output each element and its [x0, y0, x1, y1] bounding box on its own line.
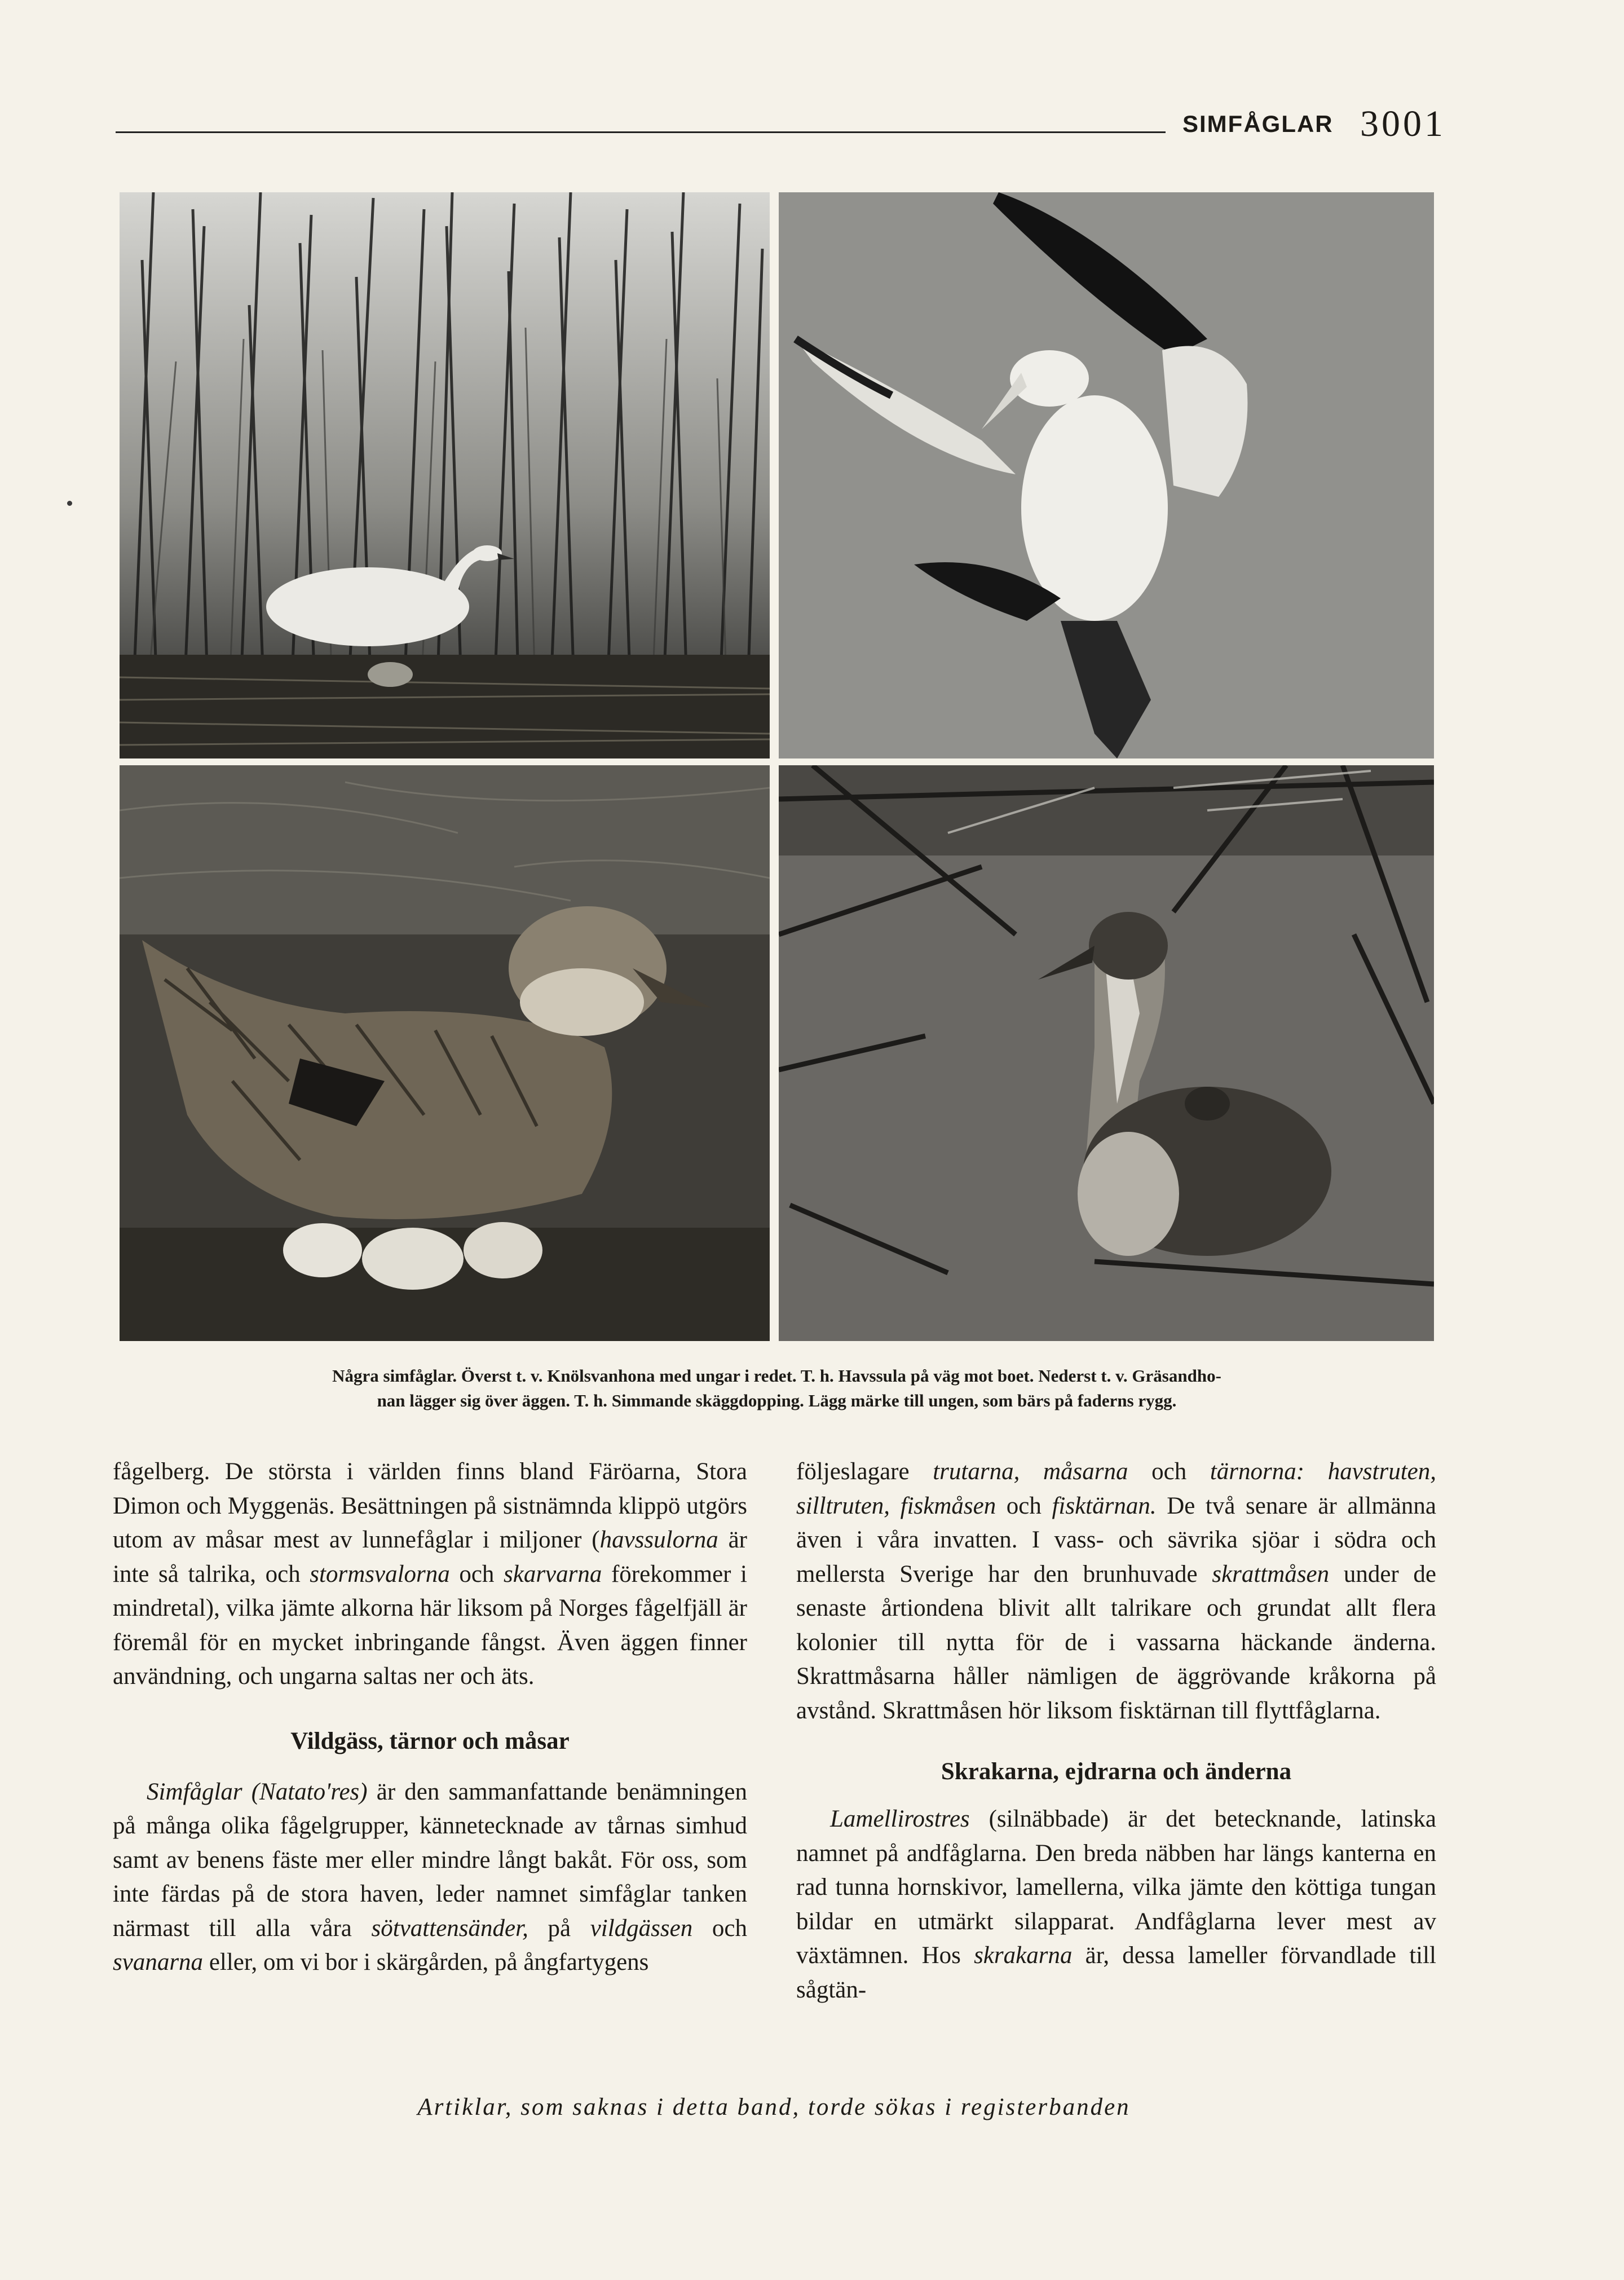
text-run: är den sammanfattande benämningen på många olika fågelgrupper, kännetecknade av tårnas simhud samt av benens fäste mer eller mindre långt bakåt. För oss, som inte färdas på de stora haven, leder namnet simfåglar tanken närmast till alla våra	[113, 1778, 747, 1942]
italic-run: svanarna	[113, 1949, 204, 1975]
gannet-image	[779, 192, 1434, 758]
text-run: och	[692, 1915, 747, 1942]
italic-run: skrakarna	[974, 1942, 1073, 1969]
text-run: och	[996, 1492, 1052, 1519]
italic-run: fisktärnan.	[1052, 1492, 1157, 1519]
text-run: på	[528, 1915, 590, 1942]
right-column	[796, 1455, 1436, 2007]
text-run: är, dessa lameller förvandlade till sågtän-	[796, 1942, 1436, 2003]
photo-great-crested-grebe	[779, 765, 1434, 1341]
italic-run: skrattmåsen	[1212, 1560, 1330, 1587]
print-speck	[67, 501, 72, 506]
photo-gannet-flight	[779, 192, 1434, 758]
text-run: (silnäbbade) är det betecknande, latinska namnet på andfåglarna. Den breda näbben har längs kanterna en rad tunna hornskivor, lamellerna, vilka jämte den köttiga tungan bildar en utmärkt silapparat. Andfåglarna lever mest av växtämnen. Hos	[796, 1806, 1436, 1969]
italic-run: sötvattensänder,	[371, 1915, 528, 1942]
text-run: fågelberg. De största i världen finns bland Färöarna, Stora Dimon och Myggenäs. Besättningen på sistnämnda klippö utgörs utom av måsar mest av lunnefåglar i miljoner (	[113, 1458, 747, 1553]
right-paragraph-1	[796, 1455, 1436, 1728]
italic-run: Lamellirostres	[830, 1806, 970, 1832]
heading-skrakarna: Skrakarna, ejdrarna och änderna	[941, 1758, 1292, 1785]
heading-vildgass: Vildgäss, tärnor och måsar	[290, 1727, 570, 1754]
footer-note: Artiklar, som saknas i detta band, torde sökas i registerbanden	[417, 2094, 1131, 2120]
mallard-image	[120, 765, 770, 1341]
caption-line-2: nan lägger sig över äggen. T. h. Simmande skäggdopping. Lägg märke till ungen, som bärs på faderns rygg.	[377, 1391, 1177, 1410]
text-run: och	[1128, 1458, 1210, 1485]
italic-run: trutarna, måsarna	[933, 1458, 1128, 1485]
italic-run: Simfåglar (Natato'res)	[147, 1778, 368, 1805]
text-run: eller, om vi bor i skärgården, på ångfartygens	[203, 1949, 649, 1975]
text-run: De två senare är allmänna även i våra invatten. I vass- och sävrika sjöar i södra och mellersta Sverige har den brunhuvade	[796, 1492, 1436, 1587]
header-rule	[116, 131, 1166, 133]
italic-run: havssulorna	[599, 1527, 718, 1553]
photo-mallard-hen	[120, 765, 770, 1341]
left-column	[113, 1455, 747, 1980]
text-run: och	[449, 1560, 504, 1587]
italic-run: vildgässen	[590, 1915, 693, 1942]
text-run: är inte så talrika, och	[113, 1527, 747, 1587]
text-run: under de senaste årtiondena blivit allt talrikare och grundat allt flera kolonier till nytta för de i vassarna häckande änderna. Skrattmåsarna håller nämligen de äggrövande kråkorna på avstånd. Skrattmåsen hör liksom fisktärnan till flyttfåglarna.	[796, 1560, 1436, 1724]
figure-caption	[116, 1364, 1438, 1413]
right-paragraph-2	[796, 1802, 1436, 2007]
text-run: förekommer i mindretal), vilka jämte alkorna här liksom på Norges fågelfjäll är föremål för en mycket inbringande fångst. Även äggen finner användning, och ungarna saltas ner och äts.	[113, 1560, 747, 1690]
page-number: 3001	[1360, 103, 1446, 144]
section-title: SIMFÅGLAR	[1182, 111, 1334, 137]
photo-mute-swan-nest	[120, 192, 770, 758]
caption-line-1: Några simfåglar. Överst t. v. Knölsvanhona med ungar i redet. T. h. Havssula på väg mot boet. Nederst t. v. Gräsandho-	[332, 1366, 1221, 1386]
text-run: följeslagare	[796, 1458, 933, 1485]
italic-run: tärnorna: havstruten, silltruten, fiskmåsen	[796, 1458, 1436, 1519]
grebe-image	[779, 765, 1434, 1341]
italic-run: skarvarna	[504, 1560, 602, 1587]
left-paragraph-2	[113, 1775, 747, 1980]
swan-nest-image	[120, 192, 770, 758]
italic-run: stormsvalorna	[310, 1560, 450, 1587]
left-paragraph-1	[113, 1455, 747, 1694]
